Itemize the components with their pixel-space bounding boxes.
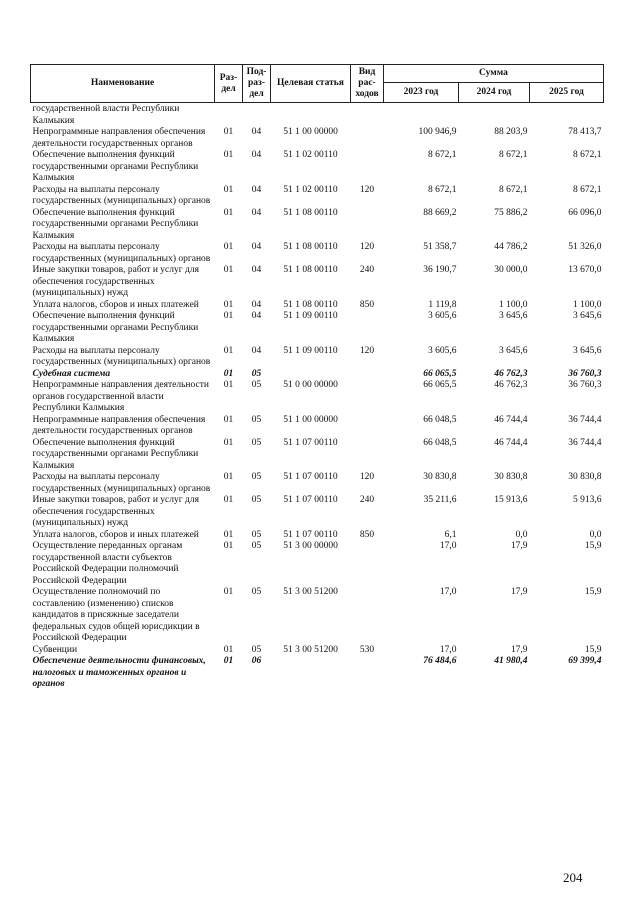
cell-target-article: 51 1 07 00110 [283, 529, 338, 540]
cell-expense-type [351, 438, 384, 473]
cell-razdel: 01 [223, 380, 234, 390]
cell-2025: 8 672,1 [573, 150, 602, 160]
cell-2024 [459, 103, 530, 128]
table-row [31, 103, 604, 128]
cell-name: Иные закупки товаров, работ и услуг для обеспечения государственных (муниципальных) нужд [32, 265, 199, 298]
cell-name: Обеспечение деятельности финансовых, налоговых и таможенных органов и органов [32, 656, 206, 689]
table-row [31, 415, 604, 438]
cell-2023: 36 190,7 [423, 265, 457, 275]
cell-target-article: 51 1 08 00110 [283, 242, 338, 252]
cell-2023: 1 119,8 [428, 299, 457, 310]
table-row [31, 380, 604, 415]
cell-2023: 66 065,5 [423, 380, 457, 390]
cell-2025: 13 670,0 [568, 265, 602, 275]
cell-target-article: 51 1 08 00110 [283, 299, 338, 310]
cell-2025: 36 744,4 [568, 437, 602, 448]
cell-razdel: 01 [223, 656, 234, 666]
cell-podrazdel: 04 [251, 184, 262, 195]
table-row [31, 587, 604, 645]
cell-expense-type [351, 311, 384, 346]
cell-razdel: 01 [223, 127, 234, 137]
table-row [31, 645, 604, 657]
cell-podrazdel: 05 [251, 437, 262, 448]
cell-expense-type: 240 [359, 265, 375, 275]
table-row [31, 530, 604, 542]
cell-2024: 17,9 [510, 644, 528, 655]
header-name: Наименование [31, 65, 215, 103]
cell-expense-type: 120 [359, 472, 375, 482]
cell-2024: 46 744,4 [494, 414, 528, 425]
cell-2023: 51 358,7 [423, 242, 457, 252]
cell-target-article [271, 656, 351, 691]
cell-razdel [215, 103, 243, 128]
table-row [31, 208, 604, 243]
cell-2023: 66 065,5 [423, 368, 457, 379]
cell-razdel: 01 [223, 587, 234, 597]
cell-2025: 66 096,0 [568, 207, 602, 218]
cell-2023: 17,0 [439, 587, 457, 597]
cell-name: Иные закупки товаров, работ и услуг для обеспечения государственных (муниципальных) нужд [32, 495, 199, 528]
cell-2024: 44 786,2 [494, 242, 528, 252]
cell-expense-type: 120 [359, 345, 375, 356]
cell-2023: 30 830,8 [423, 472, 457, 482]
cell-2024: 46 762,3 [494, 368, 528, 379]
cell-2025: 15,9 [584, 541, 602, 551]
cell-razdel: 01 [223, 299, 234, 310]
cell-2025: 78 413,7 [568, 127, 602, 137]
cell-2025: 0,0 [589, 529, 602, 540]
cell-name: Обеспечение выполнения функций государственными органами Республики Калмыкия [32, 311, 199, 344]
cell-podrazdel: 04 [251, 311, 262, 321]
cell-2024: 17,9 [510, 587, 528, 597]
cell-2024: 0,0 [515, 529, 528, 540]
cell-2024: 41 980,4 [494, 656, 528, 666]
cell-target-article: 51 0 00 00000 [283, 380, 338, 390]
cell-2023: 17,0 [439, 644, 457, 655]
budget-table [30, 64, 604, 691]
cell-2023: 8 672,1 [428, 150, 457, 160]
cell-2024: 3 645,6 [499, 311, 528, 321]
cell-2023: 100 946,9 [418, 127, 457, 137]
cell-target-article: 51 1 00 00000 [283, 127, 338, 137]
cell-name: Осуществление полномочий по составлению (изменению) списков кандидатов в присяжные заседатели федеральных судов общей юрисдикции в Российской Федерации [32, 587, 200, 643]
cell-name: Обеспечение выполнения функций государственными органами Республики Калмыкия [32, 150, 199, 183]
cell-expense-type [351, 541, 384, 587]
cell-razdel: 01 [223, 529, 234, 540]
cell-podrazdel: 04 [251, 127, 262, 137]
cell-name: Осуществление переданных органам государственной власти субъектов Российской Федерации полномочий Российской Федерации [32, 541, 183, 586]
cell-podrazdel: 05 [251, 644, 262, 655]
cell-target-article: 51 3 00 51200 [283, 644, 338, 655]
table-row [31, 311, 604, 346]
cell-expense-type: 120 [359, 242, 375, 252]
cell-podrazdel: 05 [251, 472, 262, 482]
cell-razdel: 01 [223, 541, 234, 551]
cell-target-article [271, 103, 351, 128]
cell-expense-type [351, 369, 384, 381]
table-row [31, 127, 604, 150]
cell-podrazdel: 04 [251, 242, 262, 252]
cell-target-article: 51 1 02 00110 [283, 150, 338, 160]
cell-2025: 5 913,6 [573, 495, 602, 505]
header-target-article: Целевая статья [271, 65, 351, 103]
table-body [31, 103, 604, 691]
header-year-2024: 2024 год [459, 83, 530, 103]
cell-expense-type [351, 150, 384, 185]
cell-2024: 15 913,6 [494, 495, 528, 505]
table-row [31, 265, 604, 300]
cell-razdel: 01 [223, 184, 234, 195]
cell-expense-type [351, 208, 384, 243]
cell-2023: 3 605,6 [428, 311, 457, 321]
cell-expense-type [351, 656, 384, 691]
cell-target-article [271, 369, 351, 381]
table-row [31, 472, 604, 495]
table-row [31, 185, 604, 208]
cell-2023: 76 484,6 [423, 656, 457, 666]
cell-name: Непрограммные направления обеспечения деятельности государственных органов [32, 414, 206, 436]
cell-expense-type [351, 380, 384, 415]
cell-2025: 15,9 [584, 587, 602, 597]
cell-expense-type: 240 [359, 495, 375, 505]
page-number: 204 [563, 870, 583, 885]
cell-razdel: 01 [223, 265, 234, 275]
table-row [31, 656, 604, 691]
cell-podrazdel: 04 [251, 345, 262, 356]
cell-razdel: 01 [223, 437, 234, 448]
cell-2024: 17,9 [510, 541, 528, 551]
cell-2025: 3 645,6 [573, 345, 602, 356]
table-row [31, 541, 604, 587]
cell-name: Непрограммные направления деятельности органов государственной власти Республики Калмыкия [32, 380, 209, 413]
cell-2024: 30 830,8 [494, 472, 528, 482]
cell-razdel: 01 [223, 207, 234, 218]
cell-expense-type [351, 415, 384, 438]
cell-target-article: 51 1 08 00110 [283, 207, 338, 218]
cell-2025: 36 760,3 [568, 380, 602, 390]
cell-name: Уплата налогов, сборов и иных платежей [32, 529, 199, 540]
cell-2024: 88 203,9 [494, 127, 528, 137]
cell-target-article: 51 3 00 00000 [283, 541, 338, 551]
cell-podrazdel [243, 103, 271, 128]
cell-target-article: 51 1 07 00110 [283, 472, 338, 482]
cell-2023: 8 672,1 [428, 184, 457, 195]
cell-2023: 3 605,6 [428, 345, 457, 356]
table-row [31, 369, 604, 381]
cell-podrazdel: 05 [251, 587, 262, 597]
cell-2023: 35 211,6 [423, 495, 457, 505]
cell-2025: 51 326,0 [568, 242, 602, 252]
cell-name: Расходы на выплаты персоналу государственных (муниципальных) органов [32, 472, 211, 494]
cell-2024: 8 672,1 [499, 184, 528, 195]
cell-2025: 1 100,0 [573, 299, 602, 310]
cell-razdel: 01 [223, 644, 234, 655]
cell-2024: 8 672,1 [499, 150, 528, 160]
cell-expense-type: 530 [359, 644, 375, 655]
table-row [31, 300, 604, 312]
header-year-2025: 2025 год [530, 83, 604, 103]
cell-target-article: 51 3 00 51200 [283, 587, 338, 597]
cell-2025: 3 645,6 [573, 311, 602, 321]
cell-2023: 66 048,5 [423, 414, 457, 425]
cell-razdel: 01 [223, 368, 234, 379]
cell-podrazdel: 04 [251, 299, 262, 310]
cell-target-article: 51 1 09 00110 [283, 345, 338, 356]
cell-2024: 75 886,2 [494, 207, 528, 218]
cell-name: Уплата налогов, сборов и иных платежей [32, 299, 199, 310]
cell-2023 [384, 103, 459, 128]
cell-razdel: 01 [223, 472, 234, 482]
cell-podrazdel: 06 [251, 656, 262, 666]
cell-name: государственной власти Республики Калмыкия [32, 104, 180, 126]
header-razdel: Раз-дел [215, 65, 243, 103]
cell-name: Расходы на выплаты персоналу государственных (муниципальных) органов [32, 242, 211, 264]
cell-razdel: 01 [223, 345, 234, 356]
cell-name: Расходы на выплаты персоналу государственных (муниципальных) органов [32, 345, 211, 367]
cell-razdel: 01 [223, 495, 234, 505]
table-row [31, 242, 604, 265]
cell-razdel: 01 [223, 414, 234, 425]
table-row [31, 346, 604, 369]
cell-2024: 46 762,3 [494, 380, 528, 390]
cell-2024: 1 100,0 [499, 299, 528, 310]
cell-expense-type [351, 127, 384, 150]
header-expense-type: Вид рас-ходов [351, 65, 384, 103]
cell-expense-type: 850 [359, 529, 375, 540]
table-row [31, 150, 604, 185]
cell-2025 [530, 103, 604, 128]
cell-2023: 88 669,2 [423, 207, 457, 218]
cell-expense-type: 120 [359, 184, 375, 195]
cell-podrazdel: 05 [251, 368, 262, 379]
cell-expense-type [351, 103, 384, 128]
cell-2025: 69 399,4 [568, 656, 602, 666]
cell-2023: 6,1 [444, 529, 457, 540]
cell-name: Расходы на выплаты персоналу государственных (муниципальных) органов [32, 184, 211, 206]
cell-podrazdel: 04 [251, 150, 262, 160]
cell-target-article: 51 1 07 00110 [283, 437, 338, 448]
cell-2025: 15,9 [584, 644, 602, 655]
cell-expense-type: 850 [359, 299, 375, 310]
cell-2024: 46 744,4 [494, 437, 528, 448]
cell-name: Субвенции [32, 644, 78, 655]
cell-name: Непрограммные направления обеспечения деятельности государственных органов [32, 127, 206, 149]
cell-target-article: 51 1 08 00110 [283, 265, 338, 275]
cell-name: Обеспечение выполнения функций государственными органами Республики Калмыкия [32, 207, 199, 241]
cell-podrazdel: 04 [251, 265, 262, 275]
cell-podrazdel: 05 [251, 414, 262, 425]
cell-target-article: 51 1 02 00110 [283, 184, 338, 195]
cell-razdel: 01 [223, 150, 234, 160]
cell-2023: 17,0 [439, 541, 457, 551]
cell-podrazdel: 04 [251, 207, 262, 218]
cell-2023: 66 048,5 [423, 437, 457, 448]
cell-razdel: 01 [223, 311, 234, 321]
header-year-2023: 2023 год [384, 83, 459, 103]
header-podrazdel: Под-раз-дел [243, 65, 271, 103]
cell-razdel: 01 [223, 242, 234, 252]
cell-name: Обеспечение выполнения функций государственными органами Республики Калмыкия [32, 437, 199, 471]
cell-target-article: 51 1 09 00110 [283, 311, 338, 321]
cell-2025: 8 672,1 [573, 184, 602, 195]
cell-target-article: 51 1 07 00110 [283, 495, 338, 505]
header-summa: Сумма [384, 65, 604, 83]
cell-podrazdel: 05 [251, 495, 262, 505]
cell-2025: 36 744,4 [568, 414, 602, 425]
cell-podrazdel: 05 [251, 529, 262, 540]
cell-name: Судебная система [32, 368, 111, 379]
table-row [31, 495, 604, 530]
cell-2024: 3 645,6 [499, 345, 528, 356]
cell-expense-type [351, 587, 384, 645]
cell-2024: 30 000,0 [494, 265, 528, 275]
table-row [31, 438, 604, 473]
cell-podrazdel: 05 [251, 541, 262, 551]
cell-2025: 36 760,3 [568, 368, 602, 379]
cell-2025: 30 830,8 [568, 472, 602, 482]
cell-podrazdel: 05 [251, 380, 262, 390]
cell-target-article: 51 1 00 00000 [283, 414, 338, 425]
